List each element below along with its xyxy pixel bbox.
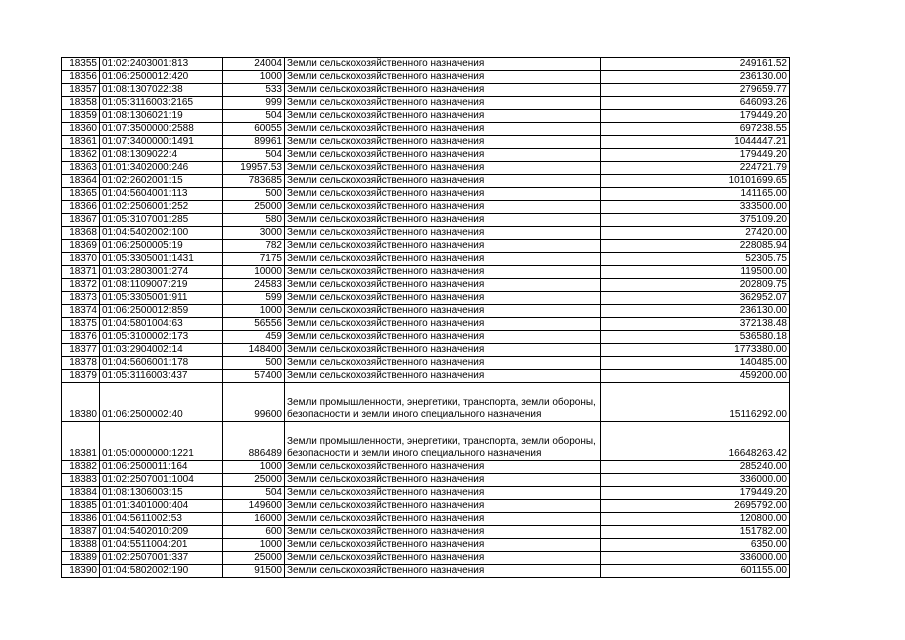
row-number-cell: 18382 (62, 461, 100, 474)
table-row (62, 71, 790, 84)
cadastral-number-cell: 01:04:5802002:190 (100, 565, 223, 578)
cadastral-value-cell: 249161.52 (601, 58, 790, 71)
area-cell: 3000 (223, 227, 285, 240)
area-cell: 7175 (223, 253, 285, 266)
cadastral-number-cell: 01:06:2500005:19 (100, 240, 223, 253)
area-cell: 57400 (223, 370, 285, 383)
land-category-cell: Земли сельскохозяйственного назначения (285, 331, 601, 344)
land-category-cell: Земли сельскохозяйственного назначения (285, 461, 601, 474)
table-row (62, 331, 790, 344)
area-cell: 783685 (223, 175, 285, 188)
cadastral-value-cell: 10101699.65 (601, 175, 790, 188)
land-category-cell: Земли сельскохозяйственного назначения (285, 149, 601, 162)
row-number-cell: 18384 (62, 487, 100, 500)
cadastral-number-cell: 01:02:2506001:252 (100, 201, 223, 214)
row-number-cell: 18375 (62, 318, 100, 331)
land-category-cell: Земли сельскохозяйственного назначения (285, 227, 601, 240)
row-number-cell: 18385 (62, 500, 100, 513)
area-cell: 782 (223, 240, 285, 253)
row-number-cell: 18356 (62, 71, 100, 84)
area-cell: 886489 (223, 422, 285, 461)
cadastral-value-cell: 285240.00 (601, 461, 790, 474)
row-number-cell: 18360 (62, 123, 100, 136)
cadastral-value-cell: 151782.00 (601, 526, 790, 539)
table-row (62, 292, 790, 305)
table-row (62, 318, 790, 331)
cadastral-number-cell: 01:07:3400000:1491 (100, 136, 223, 149)
row-number-cell: 18378 (62, 357, 100, 370)
area-cell: 16000 (223, 513, 285, 526)
cadastral-value-cell: 236130.00 (601, 305, 790, 318)
row-number-cell: 18371 (62, 266, 100, 279)
table-row (62, 305, 790, 318)
table-row (62, 370, 790, 383)
row-number-cell: 18359 (62, 110, 100, 123)
row-number-cell: 18357 (62, 84, 100, 97)
table-row (62, 162, 790, 175)
row-number-cell: 18364 (62, 175, 100, 188)
cadastral-value-cell: 1773380.00 (601, 344, 790, 357)
land-category-cell: Земли сельскохозяйственного назначения (285, 97, 601, 110)
row-number-cell: 18381 (62, 422, 100, 461)
table-row (62, 461, 790, 474)
cadastral-value-cell: 15116292.00 (601, 383, 790, 422)
area-cell: 25000 (223, 474, 285, 487)
area-cell: 500 (223, 188, 285, 201)
land-category-cell: Земли сельскохозяйственного назначения (285, 162, 601, 175)
cadastral-number-cell: 01:08:1309022:4 (100, 149, 223, 162)
area-cell: 1000 (223, 305, 285, 318)
row-number-cell: 18374 (62, 305, 100, 318)
area-cell: 580 (223, 214, 285, 227)
cadastral-number-cell: 01:05:3116003:2165 (100, 97, 223, 110)
cadastral-value-cell: 279659.77 (601, 84, 790, 97)
cadastral-value-cell: 179449.20 (601, 149, 790, 162)
cadastral-number-cell: 01:04:5511004:201 (100, 539, 223, 552)
table-row (62, 253, 790, 266)
table-row (62, 487, 790, 500)
area-cell: 99600 (223, 383, 285, 422)
area-cell: 459 (223, 331, 285, 344)
cadastral-number-cell: 01:06:2500002:40 (100, 383, 223, 422)
cadastral-number-cell: 01:02:2507001:1004 (100, 474, 223, 487)
cadastral-number-cell: 01:08:1109007:219 (100, 279, 223, 292)
cadastral-number-cell: 01:05:0000000:1221 (100, 422, 223, 461)
cadastral-number-cell: 01:05:3305001:1431 (100, 253, 223, 266)
land-category-cell: Земли сельскохозяйственного назначения (285, 292, 601, 305)
cadastral-number-cell: 01:05:3305001:911 (100, 292, 223, 305)
row-number-cell: 18362 (62, 149, 100, 162)
cadastral-value-cell: 362952.07 (601, 292, 790, 305)
cadastral-value-cell: 601155.00 (601, 565, 790, 578)
area-cell: 504 (223, 149, 285, 162)
area-cell: 25000 (223, 201, 285, 214)
table-row (62, 279, 790, 292)
table-row (62, 110, 790, 123)
land-category-cell: Земли сельскохозяйственного назначения (285, 344, 601, 357)
cadastral-value-cell: 224721.79 (601, 162, 790, 175)
area-cell: 533 (223, 84, 285, 97)
row-number-cell: 18366 (62, 201, 100, 214)
cadastral-value-cell: 375109.20 (601, 214, 790, 227)
area-cell: 56556 (223, 318, 285, 331)
land-category-cell: Земли промышленности, энергетики, транспорта, земли обороны, безопасности и земли иного специального назначения (285, 422, 601, 461)
land-category-cell: Земли сельскохозяйственного назначения (285, 58, 601, 71)
cadastral-value-cell: 179449.20 (601, 110, 790, 123)
land-category-cell: Земли сельскохозяйственного назначения (285, 136, 601, 149)
cadastral-number-cell: 01:08:1306021:19 (100, 110, 223, 123)
cadastral-number-cell: 01:04:5402010:209 (100, 526, 223, 539)
cadastral-number-cell: 01:01:3402000:246 (100, 162, 223, 175)
land-category-cell: Земли сельскохозяйственного назначения (285, 110, 601, 123)
table-row (62, 175, 790, 188)
area-cell: 24004 (223, 58, 285, 71)
cadastral-value-cell: 372138.48 (601, 318, 790, 331)
area-cell: 504 (223, 487, 285, 500)
land-category-cell: Земли сельскохозяйственного назначения (285, 71, 601, 84)
cadastral-value-cell: 120800.00 (601, 513, 790, 526)
land-category-cell: Земли сельскохозяйственного назначения (285, 318, 601, 331)
land-category-cell: Земли сельскохозяйственного назначения (285, 357, 601, 370)
area-cell: 999 (223, 97, 285, 110)
area-cell: 148400 (223, 344, 285, 357)
area-cell: 91500 (223, 565, 285, 578)
table-row (62, 474, 790, 487)
row-number-cell: 18390 (62, 565, 100, 578)
land-category-cell: Земли сельскохозяйственного назначения (285, 266, 601, 279)
land-category-cell: Земли сельскохозяйственного назначения (285, 526, 601, 539)
area-cell: 89961 (223, 136, 285, 149)
cadastral-value-cell: 459200.00 (601, 370, 790, 383)
land-category-cell: Земли сельскохозяйственного назначения (285, 175, 601, 188)
table-row (62, 97, 790, 110)
land-category-cell: Земли сельскохозяйственного назначения (285, 123, 601, 136)
table-row (62, 240, 790, 253)
cadastral-value-cell: 141165.00 (601, 188, 790, 201)
land-category-cell: Земли сельскохозяйственного назначения (285, 552, 601, 565)
area-cell: 60055 (223, 123, 285, 136)
cadastral-number-cell: 01:04:5402002:100 (100, 227, 223, 240)
cadastral-number-cell: 01:02:2403001:813 (100, 58, 223, 71)
row-number-cell: 18388 (62, 539, 100, 552)
land-category-cell: Земли сельскохозяйственного назначения (285, 305, 601, 318)
row-number-cell: 18380 (62, 383, 100, 422)
row-number-cell: 18361 (62, 136, 100, 149)
table-row (62, 565, 790, 578)
row-number-cell: 18370 (62, 253, 100, 266)
cadastral-value-cell: 236130.00 (601, 71, 790, 84)
land-category-cell: Земли сельскохозяйственного назначения (285, 279, 601, 292)
cadastral-number-cell: 01:05:3107001:285 (100, 214, 223, 227)
cadastral-value-cell: 336000.00 (601, 474, 790, 487)
row-number-cell: 18379 (62, 370, 100, 383)
table-row (62, 58, 790, 71)
table-body (62, 58, 790, 578)
cadastral-value-cell: 27420.00 (601, 227, 790, 240)
table-row (62, 84, 790, 97)
area-cell: 600 (223, 526, 285, 539)
land-category-cell: Земли сельскохозяйственного назначения (285, 253, 601, 266)
cadastral-number-cell: 01:06:2500012:859 (100, 305, 223, 318)
cadastral-number-cell: 01:02:2602001:15 (100, 175, 223, 188)
row-number-cell: 18387 (62, 526, 100, 539)
area-cell: 1000 (223, 71, 285, 84)
row-number-cell: 18365 (62, 188, 100, 201)
table-row (62, 149, 790, 162)
land-category-cell: Земли сельскохозяйственного назначения (285, 565, 601, 578)
cadastral-number-cell: 01:06:2500011:164 (100, 461, 223, 474)
cadastral-value-cell: 228085.94 (601, 240, 790, 253)
table-row (62, 526, 790, 539)
table-row (62, 214, 790, 227)
table-row (62, 383, 790, 422)
table-row (62, 227, 790, 240)
cadastral-number-cell: 01:05:3116003:437 (100, 370, 223, 383)
area-cell: 599 (223, 292, 285, 305)
table-row (62, 188, 790, 201)
table-row (62, 201, 790, 214)
table-row (62, 513, 790, 526)
land-category-cell: Земли сельскохозяйственного назначения (285, 474, 601, 487)
cadastral-number-cell: 01:08:1306003:15 (100, 487, 223, 500)
cadastral-value-cell: 336000.00 (601, 552, 790, 565)
row-number-cell: 18373 (62, 292, 100, 305)
land-registry-table (61, 57, 790, 578)
cadastral-number-cell: 01:07:3500000:2588 (100, 123, 223, 136)
area-cell: 19957.53 (223, 162, 285, 175)
cadastral-value-cell: 646093.26 (601, 97, 790, 110)
area-cell: 10000 (223, 266, 285, 279)
land-category-cell: Земли сельскохозяйственного назначения (285, 539, 601, 552)
table-row (62, 136, 790, 149)
area-cell: 1000 (223, 461, 285, 474)
cadastral-number-cell: 01:08:1307022:38 (100, 84, 223, 97)
land-category-cell: Земли сельскохозяйственного назначения (285, 487, 601, 500)
row-number-cell: 18355 (62, 58, 100, 71)
land-category-cell: Земли сельскохозяйственного назначения (285, 500, 601, 513)
cadastral-value-cell: 52305.75 (601, 253, 790, 266)
land-category-cell: Земли промышленности, энергетики, транспорта, земли обороны, безопасности и земли иного специального назначения (285, 383, 601, 422)
land-category-cell: Земли сельскохозяйственного назначения (285, 240, 601, 253)
area-cell: 25000 (223, 552, 285, 565)
cadastral-value-cell: 6350.00 (601, 539, 790, 552)
table-row (62, 552, 790, 565)
table-row (62, 539, 790, 552)
land-category-cell: Земли сельскохозяйственного назначения (285, 201, 601, 214)
cadastral-value-cell: 536580.18 (601, 331, 790, 344)
row-number-cell: 18367 (62, 214, 100, 227)
cadastral-number-cell: 01:03:2904002:14 (100, 344, 223, 357)
table-row (62, 344, 790, 357)
land-category-cell: Земли сельскохозяйственного назначения (285, 188, 601, 201)
area-cell: 24583 (223, 279, 285, 292)
cadastral-value-cell: 2695792.00 (601, 500, 790, 513)
cadastral-number-cell: 01:04:5801004:63 (100, 318, 223, 331)
table-row (62, 266, 790, 279)
area-cell: 1000 (223, 539, 285, 552)
cadastral-value-cell: 140485.00 (601, 357, 790, 370)
cadastral-value-cell: 1044447.21 (601, 136, 790, 149)
cadastral-number-cell: 01:02:2507001:337 (100, 552, 223, 565)
row-number-cell: 18386 (62, 513, 100, 526)
land-category-cell: Земли сельскохозяйственного назначения (285, 214, 601, 227)
row-number-cell: 18368 (62, 227, 100, 240)
cadastral-value-cell: 202809.75 (601, 279, 790, 292)
row-number-cell: 18383 (62, 474, 100, 487)
row-number-cell: 18358 (62, 97, 100, 110)
area-cell: 500 (223, 357, 285, 370)
row-number-cell: 18389 (62, 552, 100, 565)
table-row (62, 422, 790, 461)
cadastral-number-cell: 01:04:5604001:113 (100, 188, 223, 201)
cadastral-value-cell: 119500.00 (601, 266, 790, 279)
cadastral-number-cell: 01:03:2803001:274 (100, 266, 223, 279)
cadastral-number-cell: 01:04:5611002:53 (100, 513, 223, 526)
land-category-cell: Земли сельскохозяйственного назначения (285, 84, 601, 97)
land-category-cell: Земли сельскохозяйственного назначения (285, 370, 601, 383)
row-number-cell: 18376 (62, 331, 100, 344)
row-number-cell: 18363 (62, 162, 100, 175)
cadastral-number-cell: 01:06:2500012:420 (100, 71, 223, 84)
cadastral-value-cell: 697238.55 (601, 123, 790, 136)
cadastral-number-cell: 01:05:3100002:173 (100, 331, 223, 344)
area-cell: 149600 (223, 500, 285, 513)
land-category-cell: Земли сельскохозяйственного назначения (285, 513, 601, 526)
cadastral-value-cell: 333500.00 (601, 201, 790, 214)
table-row (62, 500, 790, 513)
cadastral-value-cell: 179449.20 (601, 487, 790, 500)
cadastral-number-cell: 01:04:5606001:178 (100, 357, 223, 370)
cadastral-number-cell: 01:01:3401000:404 (100, 500, 223, 513)
area-cell: 504 (223, 110, 285, 123)
cadastral-value-cell: 16648263.42 (601, 422, 790, 461)
row-number-cell: 18369 (62, 240, 100, 253)
table-row (62, 357, 790, 370)
row-number-cell: 18372 (62, 279, 100, 292)
row-number-cell: 18377 (62, 344, 100, 357)
table-row (62, 123, 790, 136)
